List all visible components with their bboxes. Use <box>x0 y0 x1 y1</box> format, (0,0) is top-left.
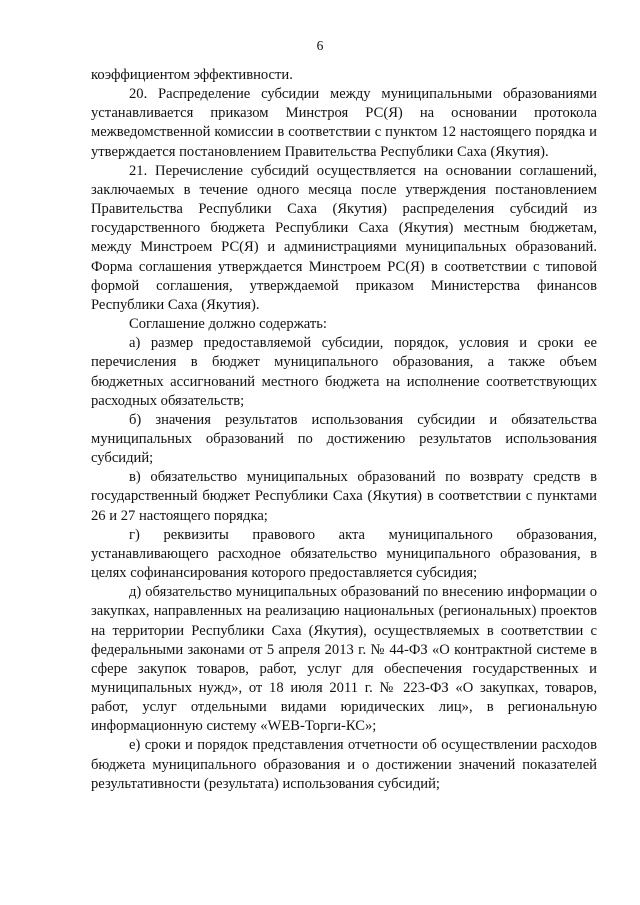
page-number: 6 <box>316 38 324 53</box>
paragraph-subitem-e: е) сроки и порядок представления отчетности об осуществлении расходов бюджета муниципального образования и о достижении значений показателей результативности (результата) использования субсидий; <box>91 737 597 792</box>
paragraph-subitem-b: б) значения результатов использования субсидии и обязательства муниципальных образований по достижению результатов использования субсидий; <box>91 411 597 467</box>
paragraph-subitem-v: в) обязательство муниципальных образований по возврату средств в государственный бюджет Республики Саха (Якутия) в соответствии с пунктами 26 и 27 настоящего порядка; <box>91 469 597 524</box>
paragraph-continuation: коэффициентом эффективности. <box>91 67 293 83</box>
paragraph-subitem-a: а) размер предоставляемой субсидии, порядок, условия и сроки ее перечисления в бюджет муниципального образования, а также объем бюджетных ассигнований местного бюджета на исполнение соответствующих расходных обязательств; <box>91 335 597 409</box>
paragraph-subitem-d: д) обязательство муниципальных образований по внесению информации о закупках, направленных на реализацию национальных (региональных) проектов на территории Республики Саха (Якутия), осуществляемых в соответствии с федеральными законами от 5 апреля 2013 г. № 44-ФЗ «О контрактной системе в сфере закупок товаров, работ, услуг для обеспечения государственных и муниципальных нужд», от 18 июля 2011 г. № 223-ФЗ «О закупках, товаров, работ, услуг отдельными видами юридических лиц», в региональную информационную систему «WEB-Торги-КС»; <box>91 584 597 735</box>
paragraph-item-21: 21. Перечисление субсидий осуществляется на основании соглашений, заключаемых в течение одного месяца после утверждения постановлением Правительства Республики Саха (Якутия) распределения субсидий из государственного бюджета Республики Саха (Якутия) местным бюджетам, между Минстроем РС(Я) и администрациями муниципальных образований. Форма соглашения утверждается Минстроем РС(Я) в соответствии с типовой формой соглашения, утверждаемой приказом Министерства финансов Республики Саха (Якутия). <box>91 162 597 313</box>
paragraph-agreement-intro: Соглашение должно содержать: <box>129 316 327 333</box>
document-body <box>91 66 597 794</box>
paragraph-subitem-g: г) реквизиты правового акта муниципального образования, устанавливающего расходное обязательство муниципального образования, в целях софинансирования которого предоставляется субсидия; <box>91 526 597 582</box>
paragraph-item-20: 20. Распределение субсидии между муниципальными образованиями устанавливается приказом Минстроя РС(Я) на основании протокола межведомственной комиссии в соответствии с пунктом 12 настоящего порядка и утверждается постановлением Правительства Республики Саха (Якутия). <box>91 86 597 160</box>
